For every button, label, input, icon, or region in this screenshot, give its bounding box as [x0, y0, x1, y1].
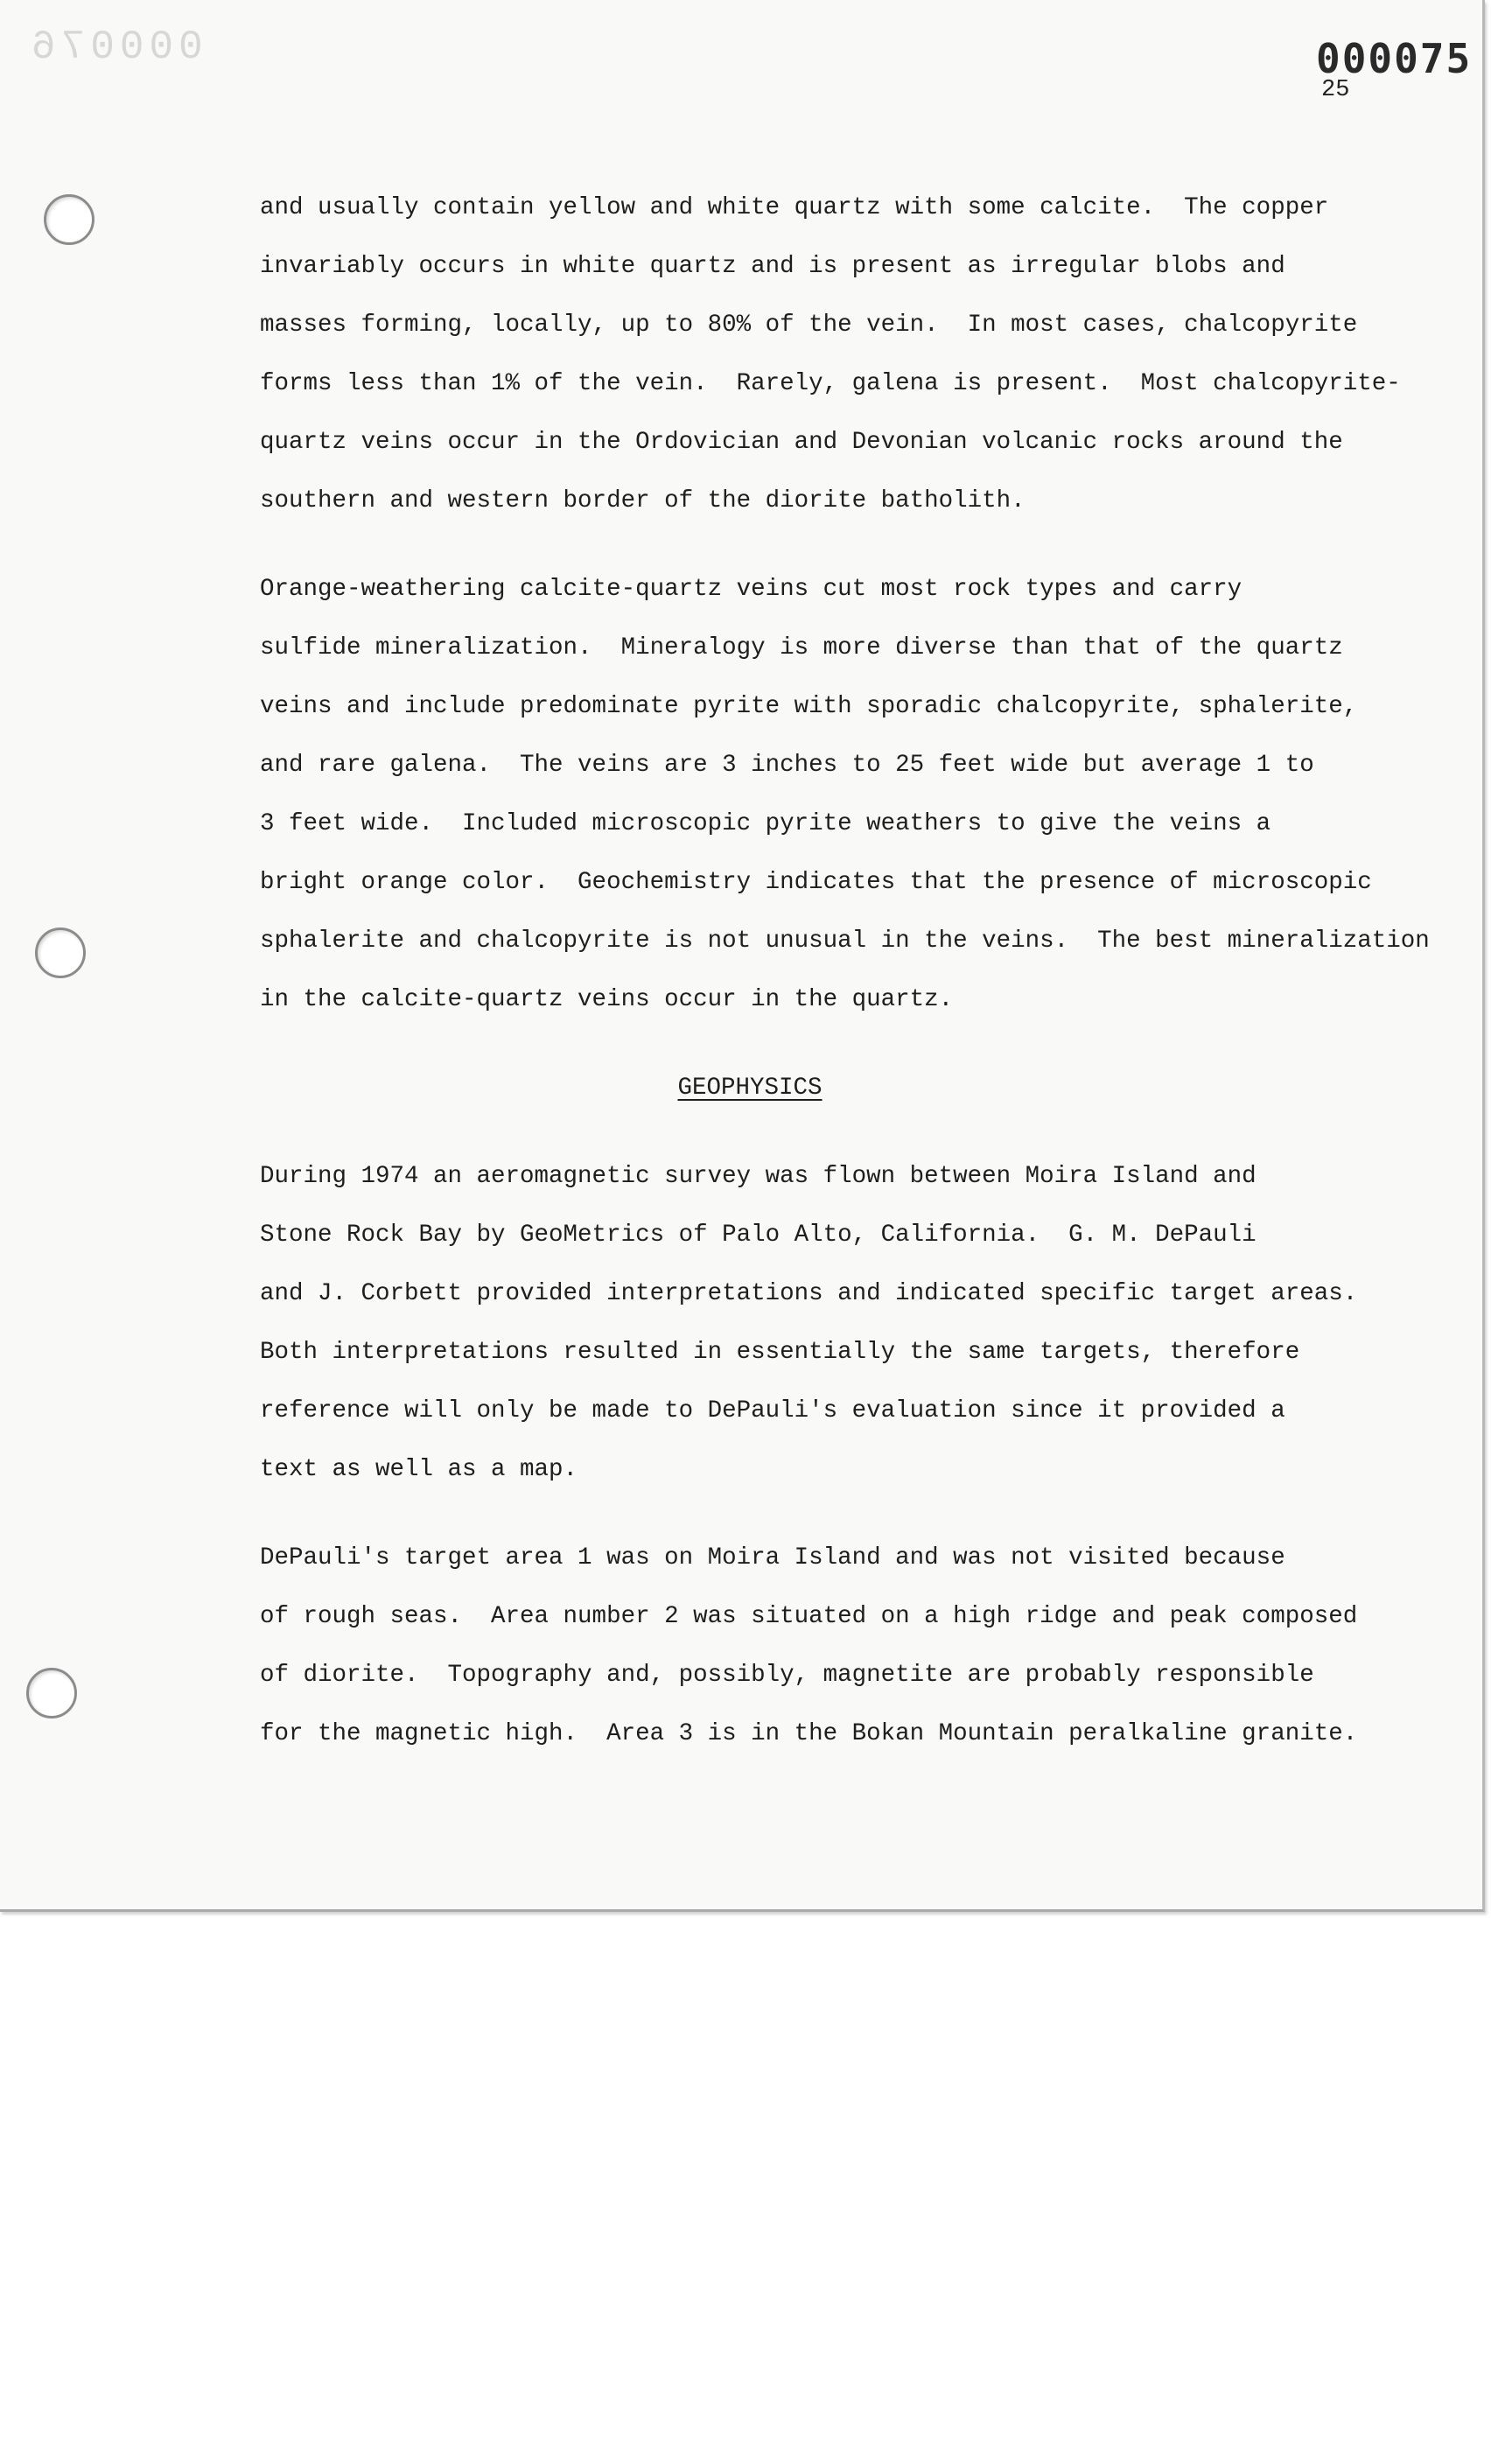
text-line: and rare galena. The veins are 3 inches to 25 feet wide but average 1 to — [260, 752, 1314, 779]
paragraph-target-areas — [260, 1529, 1467, 1763]
text-line: southern and western border of the diorite batholith. — [260, 487, 1026, 514]
text-line: Both interpretations resulted in essentially the same targets, therefore — [260, 1339, 1300, 1366]
text-line: During 1974 an aeromagnetic survey was flown between Moira Island and — [260, 1163, 1256, 1190]
body-text — [260, 178, 1467, 1793]
page-number: 25 — [1321, 77, 1350, 103]
text-line: for the magnetic high. Area 3 is in the Bokan Mountain peralkaline granite. — [260, 1720, 1358, 1747]
text-line: text as well as a map. — [260, 1456, 578, 1483]
text-line: of rough seas. Area number 2 was situated on a high ridge and peak composed — [260, 1603, 1358, 1630]
text-line: reference will only be made to DePauli's evaluation since it provided a — [260, 1397, 1285, 1424]
document-stamp-number: 000075 — [1316, 35, 1473, 82]
paragraph-quartz-veins — [260, 178, 1467, 530]
section-heading-text: GEOPHYSICS — [677, 1074, 822, 1102]
text-line: Stone Rock Bay by GeoMetrics of Palo Alto, California. G. M. DePauli — [260, 1222, 1256, 1249]
text-line: and usually contain yellow and white quartz with some calcite. The copper — [260, 194, 1329, 221]
paragraph-calcite-quartz-veins — [260, 560, 1467, 1029]
binder-hole-middle — [35, 928, 86, 978]
text-line: Orange-weathering calcite-quartz veins cut most rock types and carry — [260, 576, 1242, 603]
text-line: sphalerite and chalcopyrite is not unusual in the veins. The best mineralization — [260, 928, 1430, 955]
text-line: masses forming, locally, up to 80% of the vein. In most cases, chalcopyrite — [260, 312, 1358, 339]
paragraph-aeromagnetic-survey — [260, 1147, 1467, 1499]
bleed-through-text: 000076 — [26, 24, 203, 70]
text-line: in the calcite-quartz veins occur in the quartz. — [260, 986, 954, 1013]
binder-hole-bottom — [26, 1668, 77, 1718]
text-line: forms less than 1% of the vein. Rarely, galena is present. Most chalcopyrite- — [260, 370, 1401, 397]
text-line: invariably occurs in white quartz and is present as irregular blobs and — [260, 253, 1285, 280]
text-line: 3 feet wide. Included microscopic pyrite weathers to give the veins a — [260, 810, 1271, 837]
text-line: DePauli's target area 1 was on Moira Island and was not visited because — [260, 1544, 1285, 1572]
text-line: bright orange color. Geochemistry indicates that the presence of microscopic — [260, 869, 1372, 896]
text-line: veins and include predominate pyrite with sporadic chalcopyrite, sphalerite, — [260, 693, 1358, 720]
section-heading-geophysics — [260, 1059, 1240, 1117]
text-line: quartz veins occur in the Ordovician and Devonian volcanic rocks around the — [260, 429, 1343, 456]
text-line: and J. Corbett provided interpretations and indicated specific target areas. — [260, 1280, 1358, 1307]
text-line: sulfide mineralization. Mineralogy is more diverse than that of the quartz — [260, 634, 1343, 662]
binder-hole-top — [44, 194, 94, 245]
text-line: of diorite. Topography and, possibly, magnetite are probably responsible — [260, 1662, 1314, 1689]
